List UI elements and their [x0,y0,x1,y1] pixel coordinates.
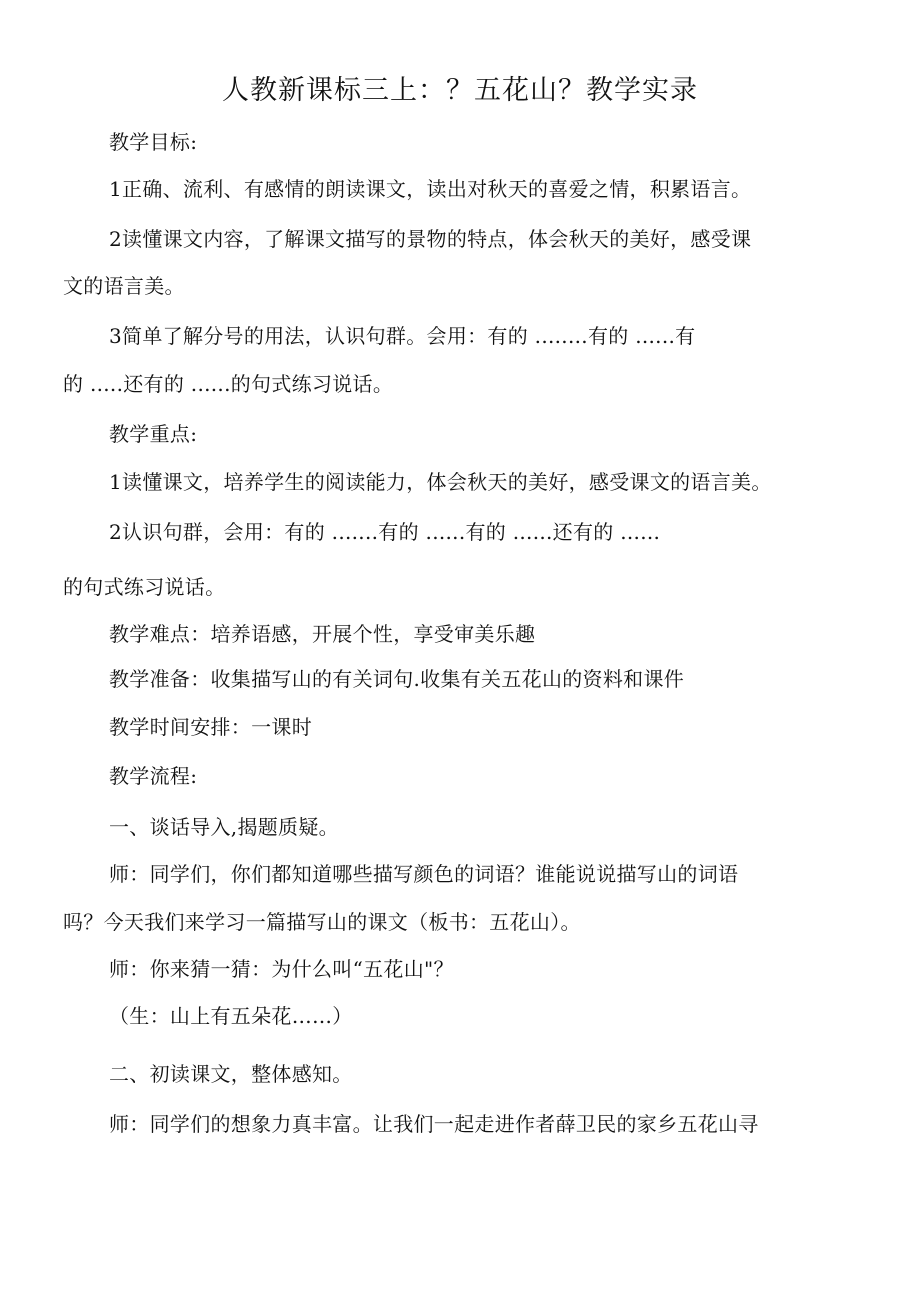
objective-1: 1正确、流利、有感情的朗读课文，读出对秋天的喜爱之情，积累语言。 [109,177,752,201]
key-point-1: 1读懂课文，培养学生的阅读能力，体会秋天的美好，感受课文的语言美。 [109,470,772,494]
teacher-line-3: 师：同学们的想象力真丰富。让我们一起走进作者薛卫民的家乡五花山寻 [109,1112,759,1136]
section-heading-process: 教学流程: [109,764,198,788]
section-heading-objectives: 教学目标: [109,130,198,154]
teaching-preparation: 教学准备：收集描写山的有关词句.收集有关五花山的资料和课件 [109,667,685,691]
document-title: 人教新课标三上：？五花山？教学实录 [222,75,698,106]
student-response: （生：山上有五朵花……） [109,1004,353,1028]
section-heading-key-points: 教学重点: [109,422,198,446]
teacher-line-1: 师：同学们，你们都知道哪些描写颜色的词语？谁能说说描写山的词语 [109,862,739,886]
objective-2: 2读懂课文内容，了解课文描写的景物的特点，体会秋天的美好，感受课 [109,227,752,251]
key-point-2-cont: 的句式练习说话。 [63,575,226,599]
key-point-2: 2认识句群，会用：有的 .......有的 ......有的 ......还有的 ...... [109,520,661,544]
objective-3: 3简单了解分号的用法，认识句群。会用：有的 ........有的 ......有 [109,324,696,348]
teacher-line-2: 师：你来猜一猜：为什么叫“五花山"？ [109,957,454,981]
step-1-heading: 一、谈话导入,揭题质疑。 [109,815,339,839]
teacher-line-1-cont: 吗？今天我们来学习一篇描写山的课文（板书：五花山）。 [63,910,581,934]
teaching-difficulty: 教学难点：培养语感，开展个性，享受审美乐趣 [109,622,536,646]
step-2-heading: 二、初读课文，整体感知。 [109,1062,353,1086]
objective-3-cont: 的 .....还有的 ......的句式练习说话。 [63,372,394,396]
objective-2-cont: 文的语言美。 [63,274,185,298]
teaching-schedule: 教学时间安排：一课时 [109,715,312,739]
